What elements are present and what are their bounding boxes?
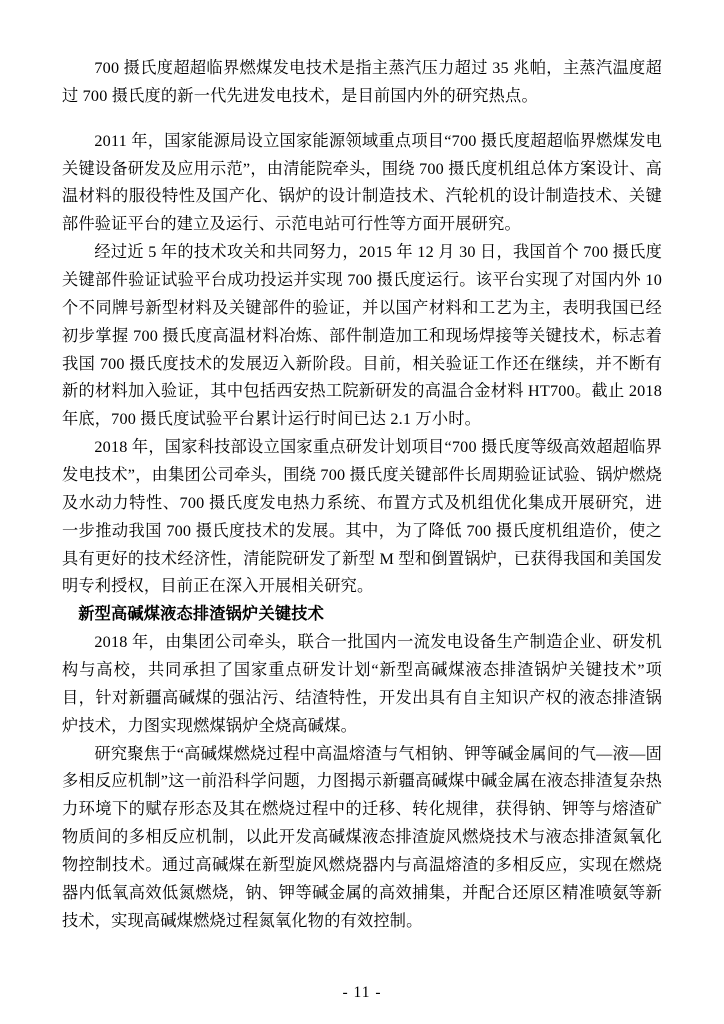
- paragraph-2: 2011 年，国家能源局设立国家能源领域重点项目“700 摄氏度超超临界燃煤发电关键设备研发及应用示范”，由清能院牵头，围绕 700 摄氏度机组总体方案设计、高温材料的服役特性及国产化、锅炉的设计制造技术、汽轮机的设计制造技术、关键部件验证平台的建立及运行、示范电站可行性等方面开展研究。: [62, 131, 662, 234]
- paragraph-6: 研究聚焦于“高碱煤燃烧过程中高温熔渣与气相钠、钾等碱金属间的气—液—固多相反应机制”这一前沿科学问题，力图揭示新疆高碱煤中碱金属在液态排渣复杂热力环境下的赋存形态及其在燃烧过程中的迁移、转化规律，获得钠、钾等与熔渣矿物质间的多相反应机制，以此开发高碱煤液态排渣旋风燃烧技术与液态排渣氮氧化物控制技术。通过高碱煤在新型旋风燃烧器内与高温熔渣的多相反应，实现在燃烧器内低氧高效低氮燃烧，钠、钾等碱金属的高效捕集，并配合还原区精准喷氨等新技术，实现高碱煤燃烧过程氮氧化物的有效控制。: [62, 744, 662, 930]
- section-heading: 新型高碱煤液态排渣锅炉关键技术: [78, 605, 324, 624]
- document-body: [62, 55, 662, 936]
- paragraph-3: 经过近 5 年的技术攻关和共同努力，2015 年 12 月 30 日，我国首个 700 摄氏度关键部件验证试验平台成功投运并实现 700 摄氏度运行。该平台实现了对国内外 10 个不同牌号新型材料及关键部件的验证，并以国产材料和工艺为主，表明我国已经初步掌握 700 摄氏度高温材料冶炼、部件制造加工和现场焊接等关键技术，标志着我国 700 摄氏度技术的发展迈入新阶段。目前，相关验证工作还在继续，并不断有新的材料加入验证，其中包括西安热工院新研发的高温合金材料 HT700。截止 2018 年底，700 摄氏度试验平台累计运行时间已达 2.1 万小时。: [62, 243, 662, 429]
- paragraph-1: 700 摄氏度超超临界燃煤发电技术是指主蒸汽压力超过 35 兆帕，主蒸汽温度超过 700 摄氏度的新一代先进发电技术，是目前国内外的研究热点。: [62, 59, 662, 105]
- paragraph-4: 2018 年，国家科技部设立国家重点研发计划项目“700 摄氏度等级高效超超临界发电技术”，由集团公司牵头，围绕 700 摄氏度关键部件长周期验证试验、锅炉燃烧及水动力特性、700 摄氏度发电热力系统、布置方式及机组优化集成开展研究，进一步推动我国 700 摄氏度技术的发展。其中，为了降低 700 摄氏度机组造价，使之具有更好的技术经济性，清能院研发了新型 M 型和倒置锅炉，已获得我国和美国发明专利授权，目前正在深入开展相关研究。: [62, 438, 662, 596]
- page-number: - 11 -: [342, 984, 382, 1001]
- paragraph-5: 2018 年，由集团公司牵头，联合一批国内一流发电设备生产制造企业、研发机构与高校，共同承担了国家重点研发计划“新型高碱煤液态排渣锅炉关键技术”项目，针对新疆高碱煤的强沾污、结渣特性，开发出具有自主知识产权的液态排渣锅炉技术，力图实现燃煤锅炉全烧高碱煤。: [62, 633, 662, 735]
